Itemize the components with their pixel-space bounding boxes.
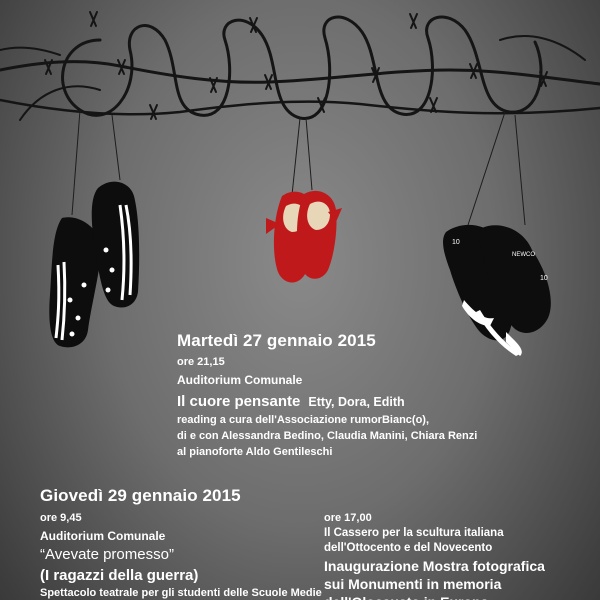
- svg-text:NEWCO: NEWCO: [512, 252, 535, 258]
- event1-title-text: Il cuore pensante: [177, 393, 301, 410]
- event2-date: Giovedì 29 gennaio 2015: [40, 486, 241, 505]
- svg-text:10: 10: [452, 239, 460, 246]
- event3-venue-line1: Il Cassero per la scultura italiana: [324, 527, 504, 539]
- barbed-wire-icon: [0, 12, 600, 120]
- event3-title-line3: dell'Olocausto in Europa: [324, 594, 489, 610]
- event1-line1: reading a cura dell'Associazione rumorBianc(o),: [177, 414, 430, 426]
- event3-title-line1: Inaugurazione Mostra fotografica: [324, 558, 545, 574]
- football-boots-icon: [49, 182, 139, 348]
- event1-date: Martedì 27 gennaio 2015: [177, 331, 376, 350]
- event2-time: ore 9,45: [40, 512, 82, 524]
- event2-title-line1: “Avevate promesso”: [40, 546, 174, 563]
- svg-text:10: 10: [540, 275, 548, 282]
- event1-title: [177, 393, 405, 410]
- event3-time: ore 17,00: [324, 512, 372, 524]
- event1-venue: Auditorium Comunale: [177, 373, 303, 387]
- event1-subtitle: Etty, Dora, Edith: [308, 395, 405, 409]
- black-soccer-cleats-icon: [443, 225, 551, 356]
- event2-line1: Spettacolo teatrale per gli studenti delle Scuole Medie: [40, 587, 322, 599]
- event2-title-line2: (I ragazzi della guerra): [40, 567, 199, 584]
- event1-time: ore 21,15: [177, 356, 225, 368]
- event3-venue-line2: dell'Ottocento e del Novecento: [324, 542, 493, 554]
- red-ballet-shoes-icon: [266, 191, 342, 283]
- event1-line3: al pianoforte Aldo Gentileschi: [177, 446, 333, 458]
- event3-title-line2: sui Monumenti in memoria: [324, 576, 502, 592]
- event2-venue: Auditorium Comunale: [40, 529, 166, 543]
- event1-line2: di e con Alessandra Bedino, Claudia Manini, Chiara Renzi: [177, 430, 478, 442]
